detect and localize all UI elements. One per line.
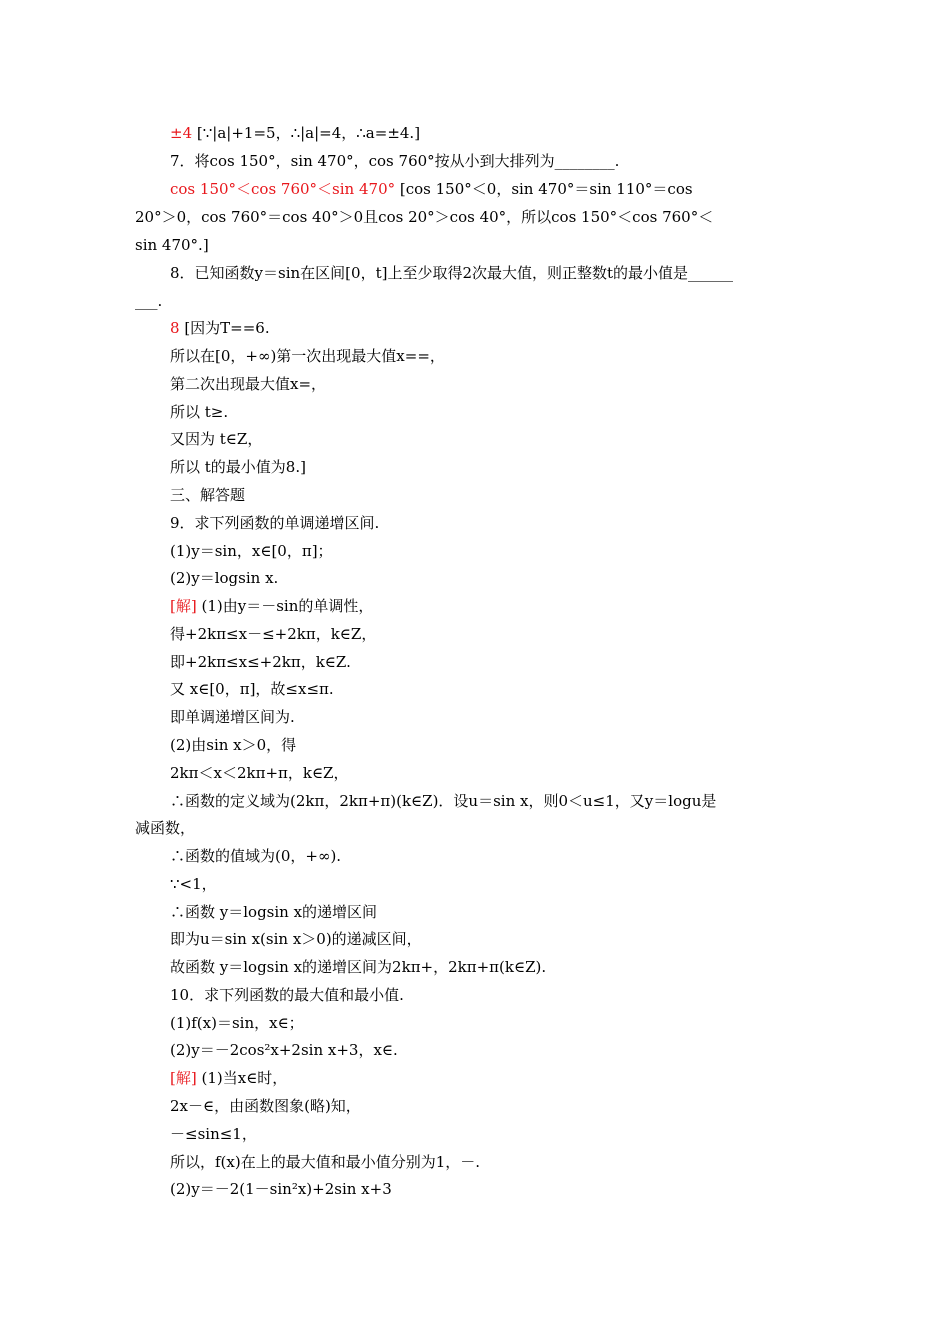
line-text: 20°＞0，cos 760°＝cos 40°＞0且cos 20°＞cos 40°，所以cos 150°＜cos 760°＜ [135, 208, 714, 226]
answer-mark: 8 [170, 319, 180, 337]
line-text: 8．已知函数y＝sin在区间[0，t]上至少取得2次最大值，则正整数t的最小值是______ [170, 264, 734, 282]
text-line [170, 735, 296, 755]
solution-9 [170, 596, 373, 616]
answer-line-8 [170, 318, 270, 338]
text-line [170, 902, 377, 922]
text-line [170, 568, 278, 588]
line-text: ∴函数 y＝logsin x的递增区间 [170, 903, 378, 921]
line-text: 即单调递增区间为. [170, 708, 295, 726]
answer-mark: cos 150°＜cos 760°＜sin 470° [170, 180, 396, 198]
line-text: (2)由sin x＞0，得 [170, 736, 297, 754]
text-line [170, 874, 217, 894]
line-text: (2)y＝－2(1－sin²x)+2sin x+3 [170, 1180, 392, 1198]
text-line [170, 1096, 361, 1116]
line-text: (2)y＝logsin x. [170, 569, 279, 587]
text-line [170, 1013, 304, 1033]
text-line [135, 235, 209, 255]
text-line [170, 541, 333, 561]
text-line [170, 929, 422, 949]
text-line [170, 1152, 480, 1172]
text-line [170, 429, 262, 449]
line-text: 故函数 y＝logsin x的递增区间为2kπ+，2kπ+π(k∈Z). [170, 958, 547, 976]
text-line [135, 207, 713, 227]
text-line [170, 846, 341, 866]
line-text: 所以 t≥. [170, 403, 229, 421]
line-text: 得+2kπ≤x－≤+2kπ，k∈Z， [170, 625, 377, 643]
line-text: 所以在[0，+∞)第一次出现最大值x==， [170, 347, 445, 365]
answer-mark: ±4 [170, 124, 193, 142]
line-text: 2kπ＜x＜2kπ+π，k∈Z， [170, 764, 349, 782]
text-line [170, 707, 295, 727]
answer-mark: [解] [170, 597, 197, 615]
text-line [170, 1040, 398, 1060]
line-text: ∴函数的定义域为(2kπ，2kπ+π)(k∈Z)．设u＝sin x，则0＜u≤1，又y＝logu是 [170, 792, 717, 810]
question-10 [170, 985, 404, 1005]
question-9 [170, 513, 379, 533]
line-text: [∵|a|+1=5，∴|a|=4，∴a=±4.] [192, 124, 421, 142]
line-text: ∵<1， [170, 875, 217, 893]
line-text: 10．求下列函数的最大值和最小值. [170, 986, 404, 1004]
line-text: (2)y＝－2cos²x+2sin x+3，x∈. [170, 1041, 398, 1059]
line-text: (1)f(x)＝sin，x∈； [170, 1014, 304, 1032]
text-line [170, 346, 445, 366]
text-line [170, 374, 326, 394]
text-line [170, 679, 334, 699]
answer-line-7 [170, 179, 693, 199]
line-text: －≤sin≤1， [170, 1125, 257, 1143]
line-text: (1)当x∈时， [196, 1069, 288, 1087]
line-text: [cos 150°＜0，sin 470°＝sin 110°＝cos [395, 180, 693, 198]
text-line [170, 957, 546, 977]
line-text: 所以，f(x)在上的最大值和最小值分别为1，－. [170, 1153, 481, 1171]
text-line [170, 457, 306, 477]
line-text: 又 x∈[0，π]，故≤x≤π. [170, 680, 334, 698]
text-line [170, 624, 376, 644]
line-text: (1)y＝sin，x∈[0，π]； [170, 542, 333, 560]
line-text: 7．将cos 150°，sin 470°，cos 760°按从小到大排列为________. [170, 152, 620, 170]
question-7 [170, 151, 619, 171]
line-text: ∴函数的值域为(0，+∞). [170, 847, 342, 865]
line-text: 所以 t的最小值为8.] [170, 458, 306, 476]
line-text: sin 470°.] [135, 236, 209, 254]
text-line [170, 1124, 257, 1144]
text-line [170, 791, 716, 811]
text-line [135, 818, 195, 838]
text-line [170, 763, 348, 783]
solution-10 [170, 1068, 287, 1088]
line-text: 即+2kπ≤x≤+2kπ，k∈Z. [170, 653, 351, 671]
section-heading [170, 485, 245, 505]
answer-line-6 [170, 123, 420, 143]
line-text: 即为u＝sin x(sin x＞0)的递减区间， [170, 930, 422, 948]
question-8 [170, 263, 733, 283]
text-line [170, 652, 351, 672]
line-text: 又因为 t∈Z， [170, 430, 263, 448]
line-text: [因为T==6. [179, 319, 270, 337]
line-text: 9．求下列函数的单调递增区间. [170, 514, 380, 532]
text-line [170, 1179, 392, 1199]
text-line [170, 402, 228, 422]
line-text: 减函数， [135, 819, 196, 837]
text-line [135, 291, 162, 311]
line-text: 第二次出现最大值x=， [170, 375, 327, 393]
line-text: 2x－∈，由函数图象(略)知， [170, 1097, 361, 1115]
line-text: 三、解答题 [170, 486, 246, 504]
line-text: (1)由y＝－sin的单调性， [196, 597, 374, 615]
answer-mark: [解] [170, 1069, 197, 1087]
line-text: ___. [135, 292, 163, 310]
